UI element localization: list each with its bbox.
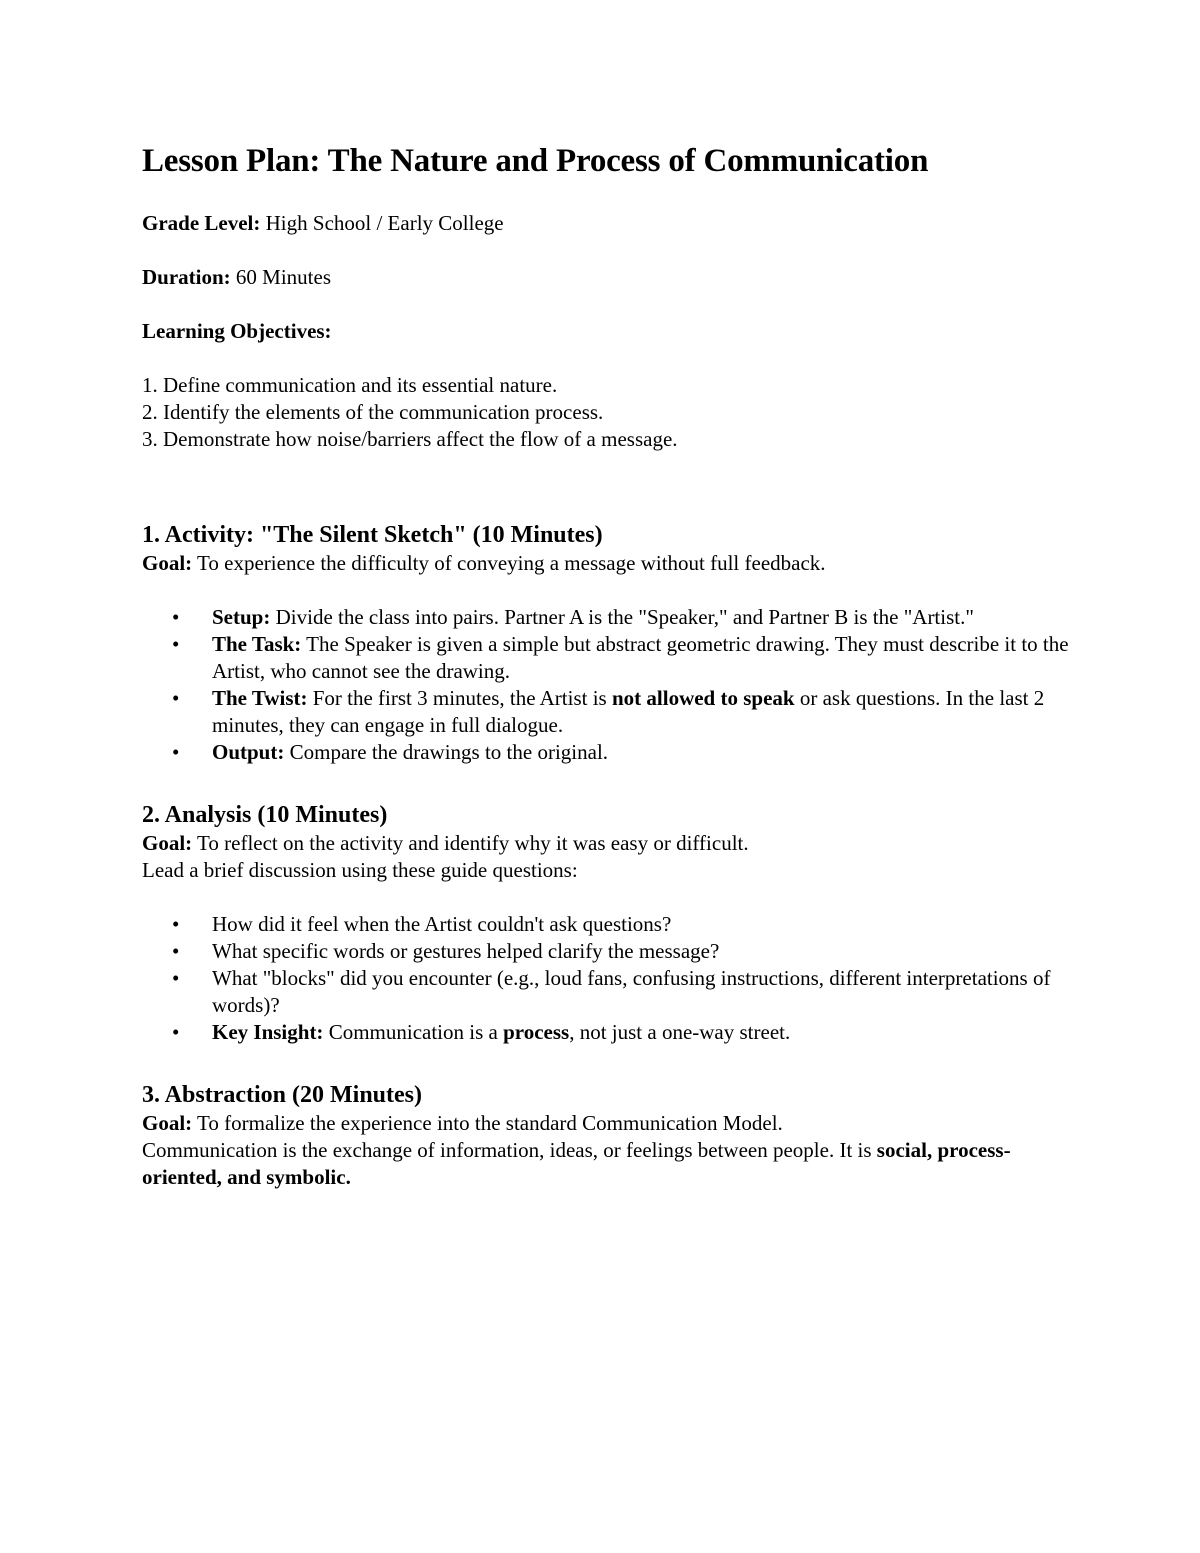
- bullet-icon: •: [172, 1020, 180, 1044]
- list-item: [142, 631, 1072, 685]
- section-heading-abstraction: 3. Abstraction (20 Minutes): [142, 1082, 422, 1108]
- objectives-list: [142, 372, 1072, 453]
- communication-definition: [142, 1137, 1072, 1191]
- discussion-lead: Lead a brief discussion using these guide questions:: [142, 858, 578, 882]
- grade-level-value: High School / Early College: [260, 211, 504, 235]
- item-label: The Task:: [212, 632, 302, 656]
- item-text: For the first 3 minutes, the Artist is: [307, 686, 612, 710]
- item-label: The Twist:: [212, 686, 308, 710]
- list-item: [142, 739, 1072, 766]
- item-text: Divide the class into pairs. Partner A is the "Speaker," and Partner B is the "Artist.": [270, 605, 974, 629]
- definition-emphasis: social, process-oriented, and symbolic.: [142, 1138, 1011, 1189]
- goal-label: Goal:: [142, 551, 193, 575]
- grade-level: [142, 210, 1072, 237]
- item-text: Compare the drawings to the original.: [284, 740, 609, 764]
- document-title: Lesson Plan: The Nature and Process of Communication: [142, 143, 929, 179]
- section-heading-activity: 1. Activity: "The Silent Sketch" (10 Minutes): [142, 522, 603, 548]
- bullet-icon: •: [172, 912, 180, 936]
- goal-label: Goal:: [142, 831, 193, 855]
- item-text: How did it feel when the Artist couldn't ask questions?: [212, 912, 672, 936]
- item-label: Output:: [212, 740, 285, 764]
- section2-goal: [142, 830, 1072, 857]
- item-text: Communication is a: [323, 1020, 504, 1044]
- section1-goal: [142, 550, 1072, 577]
- list-item: [142, 911, 1072, 938]
- list-item: [142, 1019, 1072, 1046]
- document-page: [142, 140, 1072, 1191]
- item-text: or ask questions. In the last 2 minutes, they can engage in full dialogue.: [212, 686, 1045, 737]
- list-item: [142, 965, 1072, 1019]
- item-text: What "blocks" did you encounter (e.g., loud fans, confusing instructions, different interpretations of words)?: [212, 966, 1051, 1017]
- section-heading-analysis: 2. Analysis (10 Minutes): [142, 802, 388, 828]
- bullet-icon: •: [172, 939, 180, 963]
- bullet-icon: •: [172, 686, 180, 710]
- goal-text: To formalize the experience into the standard Communication Model.: [192, 1111, 783, 1135]
- duration-label: Duration:: [142, 265, 231, 289]
- list-item: [142, 938, 1072, 965]
- grade-level-label: Grade Level:: [142, 211, 261, 235]
- bullet-icon: •: [172, 740, 180, 764]
- item-emphasis: not allowed to speak: [611, 686, 795, 710]
- section1-bullets: [142, 604, 1072, 766]
- item-label: Setup:: [212, 605, 271, 629]
- goal-text: To reflect on the activity and identify why it was easy or difficult.: [192, 831, 749, 855]
- item-text: What specific words or gestures helped clarify the message?: [212, 939, 720, 963]
- objectives-heading: Learning Objectives:: [142, 319, 332, 343]
- duration: [142, 264, 1072, 291]
- definition-text: Communication is the exchange of information, ideas, or feelings between people. It is: [142, 1138, 877, 1162]
- bullet-icon: •: [172, 632, 180, 656]
- goal-label: Goal:: [142, 1111, 193, 1135]
- objective-item: 3. Demonstrate how noise/barriers affect the flow of a message.: [142, 427, 678, 451]
- item-text: The Speaker is given a simple but abstract geometric drawing. They must describe it to the Artist, who cannot see the drawing.: [212, 632, 1069, 683]
- item-text: , not just a one-way street.: [569, 1020, 791, 1044]
- section2-bullets: [142, 911, 1072, 1046]
- bullet-icon: •: [172, 966, 180, 990]
- duration-value: 60 Minutes: [230, 265, 332, 289]
- list-item: [142, 604, 1072, 631]
- section3-goal: [142, 1110, 1072, 1137]
- list-item: [142, 685, 1072, 739]
- bullet-icon: •: [172, 605, 180, 629]
- goal-text: To experience the difficulty of conveying a message without full feedback.: [192, 551, 826, 575]
- objective-item: 1. Define communication and its essential nature.: [142, 373, 558, 397]
- item-emphasis: process: [503, 1020, 570, 1044]
- objective-item: 2. Identify the elements of the communication process.: [142, 400, 604, 424]
- item-label: Key Insight:: [212, 1020, 324, 1044]
